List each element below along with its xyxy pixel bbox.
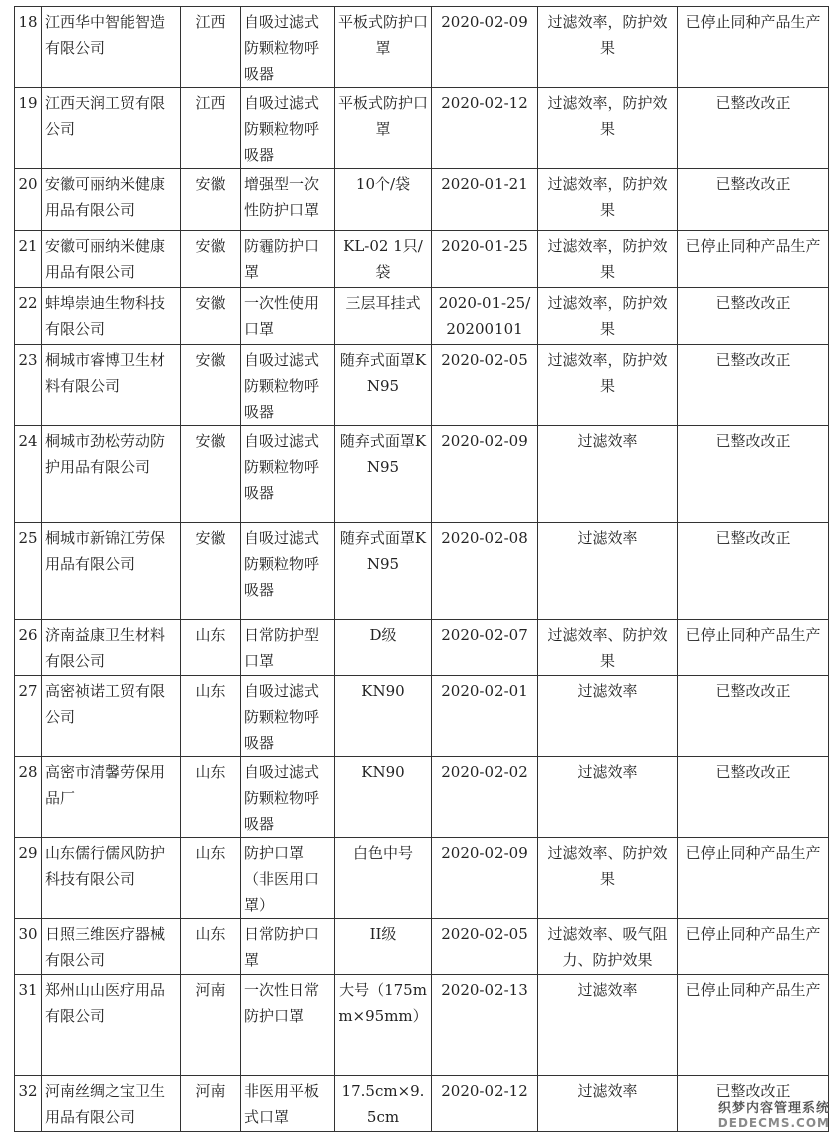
- spec-cell: 随弃式面罩KN95: [335, 345, 432, 426]
- spec-cell: 三层耳挂式: [335, 288, 432, 345]
- status-cell: 已整改改正: [678, 345, 829, 426]
- table-row: [15, 288, 829, 345]
- status-cell: 已整改改正: [678, 676, 829, 757]
- product-cell: 自吸过滤式防颗粒物呼吸器: [241, 7, 335, 88]
- table-row: [15, 169, 829, 231]
- row-number: 25: [15, 523, 42, 620]
- province-cell: 江西: [181, 7, 241, 88]
- row-number: 18: [15, 7, 42, 88]
- date-cell: 2020-02-01: [432, 676, 538, 757]
- row-number: 24: [15, 426, 42, 523]
- test-item-cell: 过滤效率，防护效果: [538, 288, 678, 345]
- company-cell: 济南益康卫生材料有限公司: [42, 620, 181, 676]
- test-item-cell: 过滤效率，防护效果: [538, 169, 678, 231]
- table-row: [15, 975, 829, 1076]
- province-cell: 山东: [181, 620, 241, 676]
- table-body: [15, 7, 829, 1132]
- spec-cell: KL-02 1只/袋: [335, 231, 432, 288]
- status-cell: 已整改改正: [678, 88, 829, 169]
- company-cell: 高密市清馨劳保用品厂: [42, 757, 181, 838]
- date-cell: 2020-02-09: [432, 426, 538, 523]
- table-row: [15, 1076, 829, 1132]
- province-cell: 安徽: [181, 345, 241, 426]
- test-item-cell: 过滤效率，防护效果: [538, 88, 678, 169]
- product-cell: 防护口罩（非医用口罩）: [241, 838, 335, 919]
- company-cell: 高密祯诺工贸有限公司: [42, 676, 181, 757]
- status-cell: 已整改改正: [678, 1076, 829, 1132]
- inspection-table: [14, 6, 829, 1132]
- product-cell: 自吸过滤式防颗粒物呼吸器: [241, 88, 335, 169]
- product-cell: 增强型一次性防护口罩: [241, 169, 335, 231]
- watermark-title: 织梦内容管理系统: [717, 1101, 830, 1116]
- row-number: 31: [15, 975, 42, 1076]
- product-cell: 自吸过滤式防颗粒物呼吸器: [241, 676, 335, 757]
- company-cell: 郑州山山医疗用品有限公司: [42, 975, 181, 1076]
- date-cell: 2020-02-12: [432, 1076, 538, 1132]
- table-row: [15, 523, 829, 620]
- product-cell: 一次性日常防护口罩: [241, 975, 335, 1076]
- table-row: [15, 919, 829, 975]
- date-cell: 2020-02-08: [432, 523, 538, 620]
- province-cell: 山东: [181, 838, 241, 919]
- company-cell: 安徽可丽纳米健康用品有限公司: [42, 169, 181, 231]
- company-cell: 桐城市新锦江劳保用品有限公司: [42, 523, 181, 620]
- spec-cell: 随弃式面罩KN95: [335, 523, 432, 620]
- row-number: 27: [15, 676, 42, 757]
- province-cell: 山东: [181, 676, 241, 757]
- row-number: 20: [15, 169, 42, 231]
- test-item-cell: 过滤效率，防护效果: [538, 345, 678, 426]
- spec-cell: 白色中号: [335, 838, 432, 919]
- province-cell: 山东: [181, 757, 241, 838]
- date-cell: 2020-02-12: [432, 88, 538, 169]
- spec-cell: II级: [335, 919, 432, 975]
- status-cell: 已整改改正: [678, 169, 829, 231]
- company-cell: 河南丝绸之宝卫生用品有限公司: [42, 1076, 181, 1132]
- product-cell: 一次性使用口罩: [241, 288, 335, 345]
- row-number: 23: [15, 345, 42, 426]
- province-cell: 安徽: [181, 169, 241, 231]
- status-cell: 已停止同种产品生产: [678, 7, 829, 88]
- watermark: [718, 1097, 830, 1130]
- status-cell: 已整改改正: [678, 757, 829, 838]
- watermark-domain: DEDECMS.COM: [717, 1116, 830, 1130]
- table-row: [15, 676, 829, 757]
- date-cell: 2020-02-09: [432, 7, 538, 88]
- date-cell: 2020-02-05: [432, 345, 538, 426]
- company-cell: 日照三维医疗器械有限公司: [42, 919, 181, 975]
- company-cell: 安徽可丽纳米健康用品有限公司: [42, 231, 181, 288]
- spec-cell: 10个/袋: [335, 169, 432, 231]
- product-cell: 防霾防护口罩: [241, 231, 335, 288]
- spec-cell: 17.5cm×9.5cm: [335, 1076, 432, 1132]
- test-item-cell: 过滤效率、吸气阻力、防护效果: [538, 919, 678, 975]
- product-cell: 自吸过滤式防颗粒物呼吸器: [241, 523, 335, 620]
- table-row: [15, 88, 829, 169]
- row-number: 21: [15, 231, 42, 288]
- test-item-cell: 过滤效率: [538, 426, 678, 523]
- test-item-cell: 过滤效率、防护效果: [538, 838, 678, 919]
- date-cell: 2020-02-07: [432, 620, 538, 676]
- date-cell: 2020-01-25: [432, 231, 538, 288]
- date-cell: 2020-01-21: [432, 169, 538, 231]
- spec-cell: D级: [335, 620, 432, 676]
- company-cell: 江西天润工贸有限公司: [42, 88, 181, 169]
- date-cell: 2020-02-13: [432, 975, 538, 1076]
- province-cell: 河南: [181, 975, 241, 1076]
- row-number: 29: [15, 838, 42, 919]
- product-cell: 日常防护型口罩: [241, 620, 335, 676]
- province-cell: 江西: [181, 88, 241, 169]
- status-cell: 已停止同种产品生产: [678, 919, 829, 975]
- product-cell: 日常防护口罩: [241, 919, 335, 975]
- status-cell: 已整改改正: [678, 523, 829, 620]
- test-item-cell: 过滤效率、防护效果: [538, 620, 678, 676]
- table-row: [15, 620, 829, 676]
- spec-cell: 随弃式面罩KN95: [335, 426, 432, 523]
- province-cell: 安徽: [181, 523, 241, 620]
- table-row: [15, 426, 829, 523]
- date-cell: 2020-01-25/20200101: [432, 288, 538, 345]
- test-item-cell: 过滤效率: [538, 1076, 678, 1132]
- spec-cell: KN90: [335, 676, 432, 757]
- spec-cell: 平板式防护口罩: [335, 88, 432, 169]
- table-row: [15, 838, 829, 919]
- test-item-cell: 过滤效率: [538, 975, 678, 1076]
- row-number: 32: [15, 1076, 42, 1132]
- date-cell: 2020-02-05: [432, 919, 538, 975]
- company-cell: 江西华中智能智造有限公司: [42, 7, 181, 88]
- spec-cell: KN90: [335, 757, 432, 838]
- province-cell: 安徽: [181, 231, 241, 288]
- company-cell: 山东儒行儒风防护科技有限公司: [42, 838, 181, 919]
- table-row: [15, 757, 829, 838]
- table-row: [15, 345, 829, 426]
- spec-cell: 大号（175mm×95mm）: [335, 975, 432, 1076]
- province-cell: 山东: [181, 919, 241, 975]
- test-item-cell: 过滤效率，防护效果: [538, 7, 678, 88]
- company-cell: 蚌埠崇迪生物科技有限公司: [42, 288, 181, 345]
- status-cell: 已停止同种产品生产: [678, 838, 829, 919]
- date-cell: 2020-02-02: [432, 757, 538, 838]
- status-cell: 已整改改正: [678, 288, 829, 345]
- company-cell: 桐城市劲松劳动防护用品有限公司: [42, 426, 181, 523]
- status-cell: 已停止同种产品生产: [678, 620, 829, 676]
- row-number: 22: [15, 288, 42, 345]
- product-cell: 自吸过滤式防颗粒物呼吸器: [241, 426, 335, 523]
- row-number: 19: [15, 88, 42, 169]
- row-number: 28: [15, 757, 42, 838]
- province-cell: 河南: [181, 1076, 241, 1132]
- status-cell: 已停止同种产品生产: [678, 975, 829, 1076]
- test-item-cell: 过滤效率，防护效果: [538, 231, 678, 288]
- product-cell: 非医用平板式口罩: [241, 1076, 335, 1132]
- product-cell: 自吸过滤式防颗粒物呼吸器: [241, 345, 335, 426]
- table-row: [15, 7, 829, 88]
- row-number: 30: [15, 919, 42, 975]
- status-cell: 已整改改正: [678, 426, 829, 523]
- test-item-cell: 过滤效率: [538, 523, 678, 620]
- row-number: 26: [15, 620, 42, 676]
- product-cell: 自吸过滤式防颗粒物呼吸器: [241, 757, 335, 838]
- table-row: [15, 231, 829, 288]
- spec-cell: 平板式防护口罩: [335, 7, 432, 88]
- test-item-cell: 过滤效率: [538, 676, 678, 757]
- status-cell: 已停止同种产品生产: [678, 231, 829, 288]
- province-cell: 安徽: [181, 426, 241, 523]
- province-cell: 安徽: [181, 288, 241, 345]
- company-cell: 桐城市睿博卫生材料有限公司: [42, 345, 181, 426]
- test-item-cell: 过滤效率: [538, 757, 678, 838]
- date-cell: 2020-02-09: [432, 838, 538, 919]
